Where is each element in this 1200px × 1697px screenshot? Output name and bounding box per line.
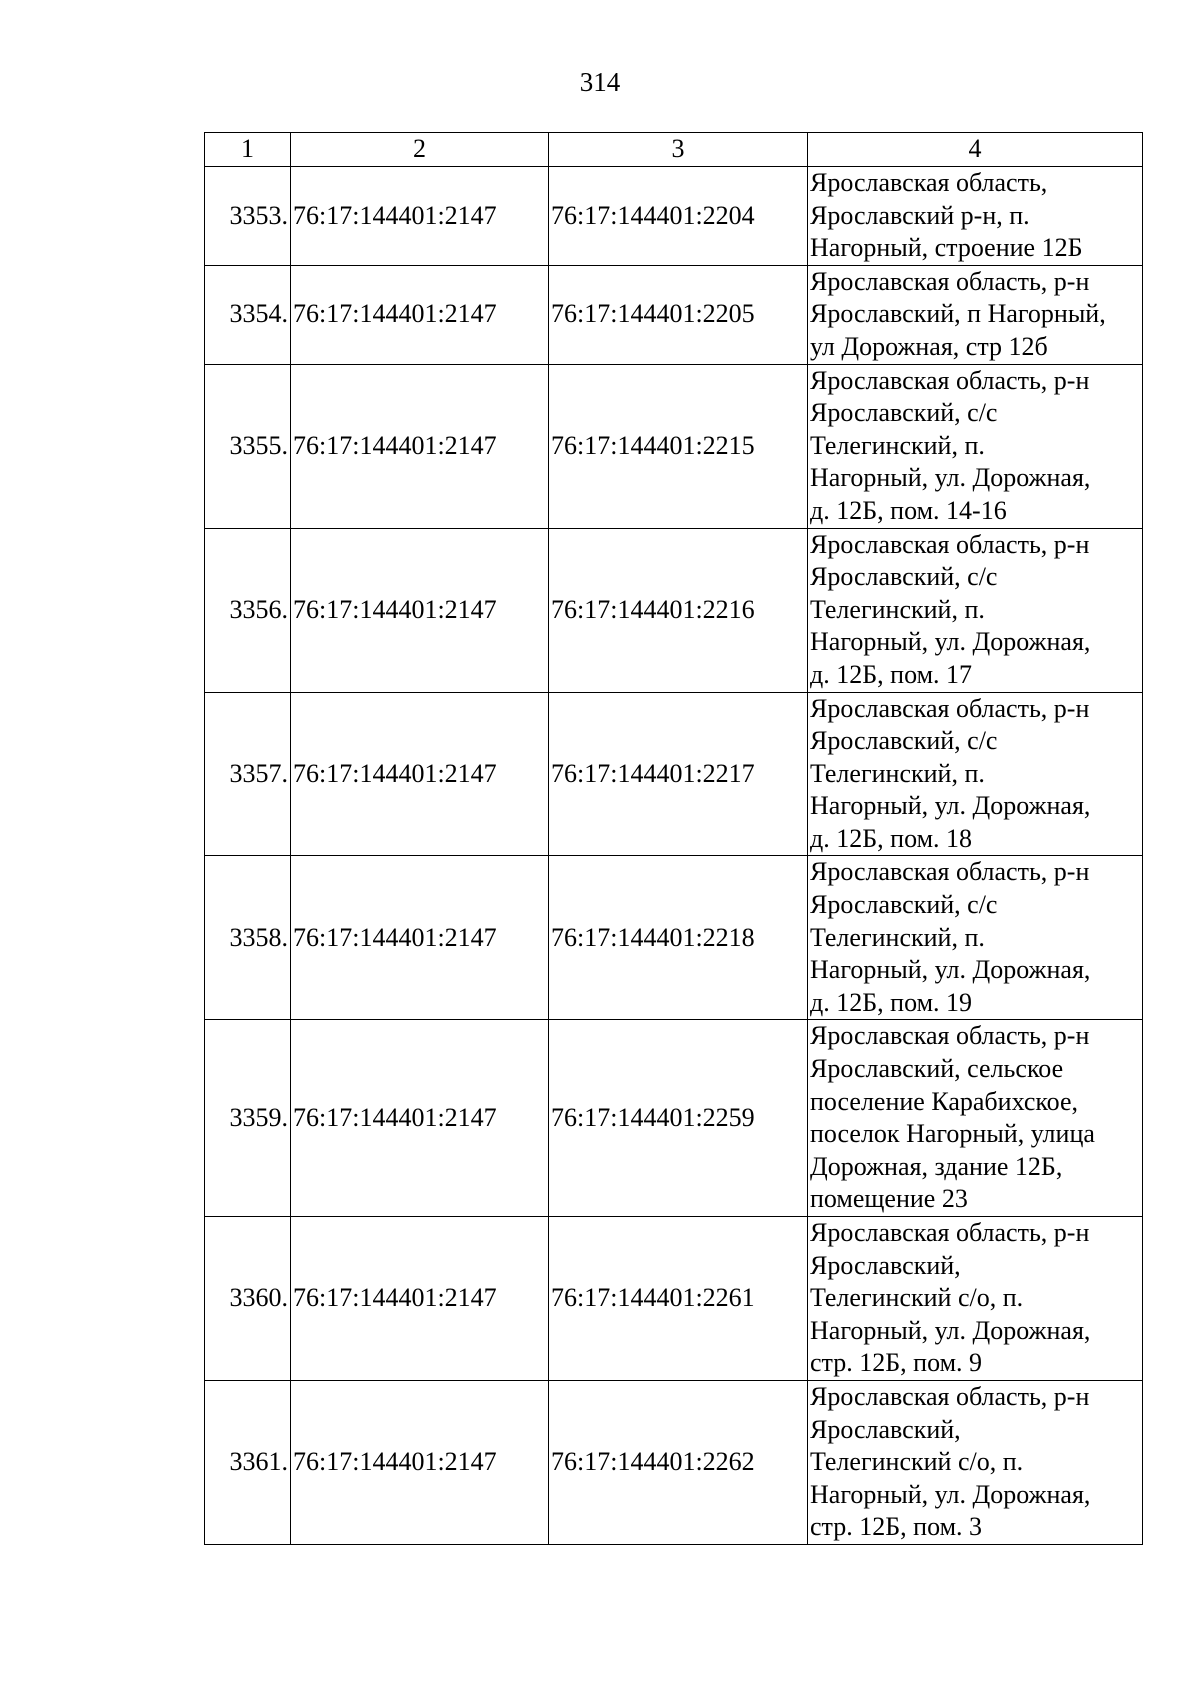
row-number-cell: 3361. <box>205 1380 291 1544</box>
registry-table <box>204 132 1143 1545</box>
parent-cadastral-number-cell: 76:17:144401:2147 <box>291 1217 549 1381</box>
address-line: Ярославская область, р-н <box>810 365 1090 395</box>
cadastral-number-cell: 76:17:144401:2262 <box>549 1380 808 1544</box>
address-cell <box>808 1217 1143 1381</box>
cadastral-number-cell: 76:17:144401:2204 <box>549 167 808 266</box>
cadastral-number-cell: 76:17:144401:2205 <box>549 265 808 364</box>
row-number-cell: 3360. <box>205 1217 291 1381</box>
row-number-cell: 3357. <box>205 692 291 856</box>
address-line: поселок Нагорный, улица <box>810 1119 1095 1149</box>
address-line: д. 12Б, пом. 14-16 <box>810 495 1007 525</box>
address-cell <box>808 856 1143 1020</box>
table-row <box>205 364 1143 528</box>
row-number-cell: 3353. <box>205 167 291 266</box>
address-line: Ярославская область, р-н <box>810 693 1090 723</box>
address-line: д. 12Б, пом. 18 <box>810 823 973 853</box>
address-line: Ярославская область, р-н <box>810 1218 1090 1247</box>
address-line: Ярославский, сельское <box>810 1054 1064 1084</box>
address-line: Ярославский, с/с <box>810 726 998 756</box>
row-number-cell: 3359. <box>205 1020 291 1217</box>
address-line: д. 12Б, пом. 19 <box>810 987 973 1017</box>
address-cell <box>808 528 1143 692</box>
address-line: Ярославский, с/с <box>810 890 998 920</box>
header-cell-col2: 2 <box>291 133 549 167</box>
address-line: Ярославский, п Нагорный, <box>810 299 1106 329</box>
table-row <box>205 167 1143 266</box>
parent-cadastral-number-cell: 76:17:144401:2147 <box>291 167 549 266</box>
address-cell <box>808 364 1143 528</box>
address-line: Нагорный, ул. Дорожная, <box>810 627 1091 657</box>
parent-cadastral-number-cell: 76:17:144401:2147 <box>291 265 549 364</box>
address-line: Ярославский, с/с <box>810 398 998 428</box>
address-line: стр. 12Б, пом. 3 <box>810 1512 983 1542</box>
address-line: Нагорный, строение 12Б <box>810 233 1083 263</box>
row-number-cell: 3358. <box>205 856 291 1020</box>
address-line: поселение Карабихское, <box>810 1086 1079 1116</box>
address-line: Дорожная, здание 12Б, <box>810 1151 1063 1181</box>
parent-cadastral-number-cell: 76:17:144401:2147 <box>291 1380 549 1544</box>
cadastral-number-cell: 76:17:144401:2259 <box>549 1020 808 1217</box>
cadastral-number-cell: 76:17:144401:2261 <box>549 1217 808 1381</box>
parent-cadastral-number-cell: 76:17:144401:2147 <box>291 692 549 856</box>
address-line: Телегинский, п. <box>810 594 985 624</box>
row-number-cell: 3355. <box>205 364 291 528</box>
address-line: Телегинский, п. <box>810 922 985 952</box>
address-line: Ярославский, с/с <box>810 562 998 592</box>
parent-cadastral-number-cell: 76:17:144401:2147 <box>291 364 549 528</box>
address-line: Нагорный, ул. Дорожная, <box>810 791 1091 821</box>
header-cell-col3: 3 <box>549 133 808 167</box>
header-cell-col1: 1 <box>205 133 291 167</box>
address-line: Ярославская область, <box>810 168 1048 197</box>
address-line: помещение 23 <box>810 1184 968 1214</box>
cadastral-number-cell: 76:17:144401:2217 <box>549 692 808 856</box>
address-line: Ярославская область, р-н <box>810 529 1090 559</box>
address-line: Нагорный, ул. Дорожная, <box>810 1315 1091 1345</box>
address-cell <box>808 265 1143 364</box>
address-line: ул Дорожная, стр 12б <box>810 331 1048 361</box>
address-line: Телегинский с/о, п. <box>810 1447 1024 1477</box>
address-cell <box>808 1020 1143 1217</box>
table-row <box>205 265 1143 364</box>
address-line: Нагорный, ул. Дорожная, <box>810 955 1091 985</box>
parent-cadastral-number-cell: 76:17:144401:2147 <box>291 1020 549 1217</box>
address-line: Нагорный, ул. Дорожная, <box>810 463 1091 493</box>
cadastral-number-cell: 76:17:144401:2216 <box>549 528 808 692</box>
parent-cadastral-number-cell: 76:17:144401:2147 <box>291 856 549 1020</box>
address-cell <box>808 692 1143 856</box>
table-header-row <box>205 133 1143 167</box>
address-line: Ярославская область, р-н <box>810 1021 1090 1051</box>
header-cell-col4: 4 <box>808 133 1143 167</box>
address-line: Ярославский, <box>810 1414 961 1444</box>
address-cell <box>808 1380 1143 1544</box>
address-line: Ярославская область, р-н <box>810 857 1090 887</box>
address-line: Телегинский с/о, п. <box>810 1283 1024 1313</box>
row-number-cell: 3356. <box>205 528 291 692</box>
address-line: Ярославский, <box>810 1250 961 1280</box>
table-row <box>205 1380 1143 1544</box>
address-line: Ярославская область, р-н <box>810 1381 1090 1411</box>
table-body <box>205 133 1143 1545</box>
cadastral-number-cell: 76:17:144401:2218 <box>549 856 808 1020</box>
parent-cadastral-number-cell: 76:17:144401:2147 <box>291 528 549 692</box>
page-number: 314 <box>579 67 621 97</box>
address-line: Ярославская область, р-н <box>810 266 1090 296</box>
address-line: Телегинский, п. <box>810 758 985 788</box>
address-line: Ярославский р-н, п. <box>810 200 1030 230</box>
address-line: Телегинский, п. <box>810 430 985 460</box>
table-row <box>205 692 1143 856</box>
table-row <box>205 1217 1143 1381</box>
row-number-cell: 3354. <box>205 265 291 364</box>
table-row <box>205 1020 1143 1217</box>
address-line: Нагорный, ул. Дорожная, <box>810 1479 1091 1509</box>
address-line: д. 12Б, пом. 17 <box>810 659 973 689</box>
cadastral-number-cell: 76:17:144401:2215 <box>549 364 808 528</box>
table-row <box>205 528 1143 692</box>
address-line: стр. 12Б, пом. 9 <box>810 1348 983 1378</box>
table-row <box>205 856 1143 1020</box>
address-cell <box>808 167 1143 266</box>
